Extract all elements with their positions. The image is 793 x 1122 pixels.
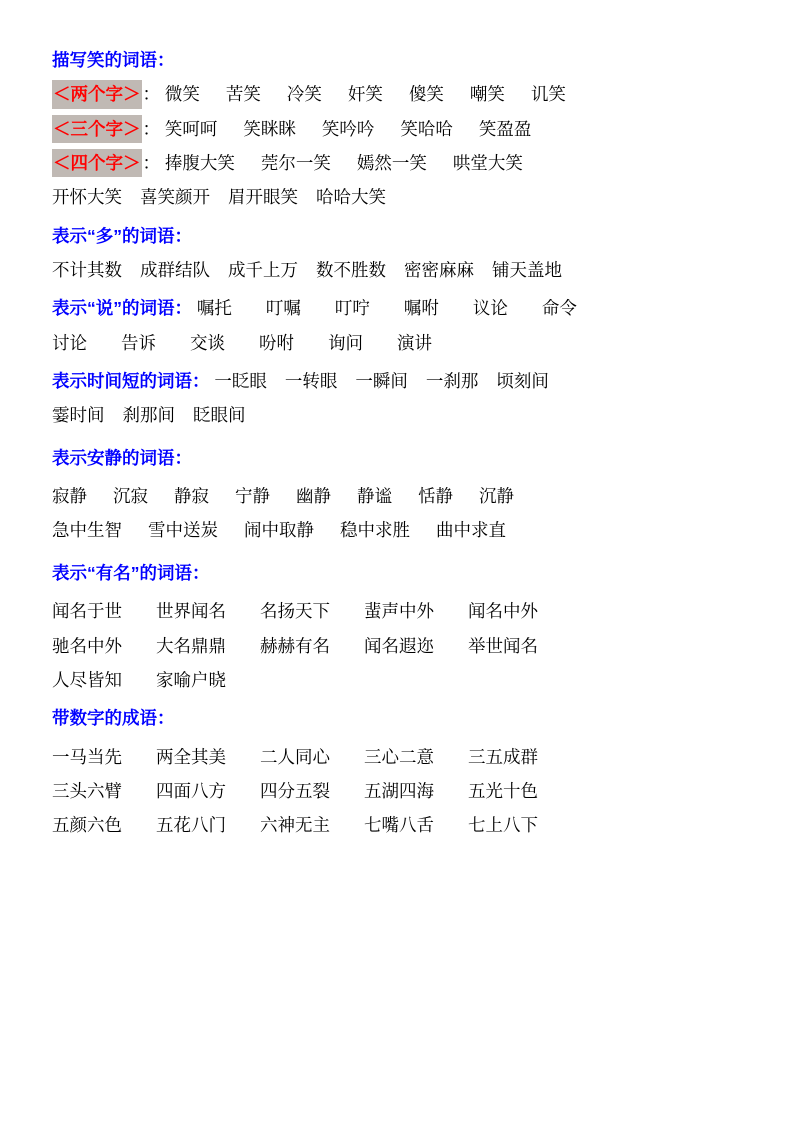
word-row <box>52 666 741 694</box>
word: 不计其数 <box>52 260 122 281</box>
word-list <box>52 187 386 207</box>
word: 三头六臂 <box>52 780 122 801</box>
word: 捧腹大笑 <box>164 153 235 174</box>
word: 三心二意 <box>364 746 434 767</box>
word: 稳中求胜 <box>340 520 410 541</box>
word-row <box>52 329 741 357</box>
word: 一马当先 <box>52 746 122 767</box>
word: 闻名于世 <box>52 601 122 622</box>
word: 五光十色 <box>468 780 538 801</box>
word: 嘱咐 <box>403 298 439 319</box>
word: 七嘴八舌 <box>364 815 434 836</box>
word-list <box>210 371 549 391</box>
word: 莞尔一笑 <box>260 153 331 174</box>
word: 名扬天下 <box>260 601 330 622</box>
word-row <box>52 80 741 108</box>
word: 举世闻名 <box>468 635 538 656</box>
word-row <box>52 401 741 429</box>
word: 议论 <box>472 298 508 319</box>
word: 一瞬间 <box>355 371 408 392</box>
section-say <box>52 294 741 357</box>
word-list <box>192 298 577 318</box>
word: 闻名中外 <box>468 601 538 622</box>
word: 沉静 <box>479 486 514 507</box>
word: 讨论 <box>52 332 87 353</box>
word: 嫣然一笑 <box>356 153 427 174</box>
section-smile <box>52 46 741 212</box>
word: 铺天盖地 <box>492 260 562 281</box>
word: 六神无主 <box>260 815 330 836</box>
label-three-characters: ＜三个字＞ <box>52 115 142 143</box>
word-row <box>52 149 741 177</box>
word: 奸笑 <box>347 84 383 105</box>
word-row <box>52 632 741 660</box>
word-list <box>160 119 531 139</box>
word: 成群结队 <box>140 260 210 281</box>
word: 七上八下 <box>468 815 538 836</box>
word: 雪中送炭 <box>148 520 218 541</box>
word: 冷笑 <box>286 84 322 105</box>
word-list <box>52 781 538 801</box>
word: 静谧 <box>357 486 392 507</box>
word: 顷刻间 <box>496 371 549 392</box>
word: 密密麻麻 <box>404 260 474 281</box>
word-row <box>52 183 741 211</box>
word-row <box>52 597 741 625</box>
word: 嘱托 <box>196 298 232 319</box>
word-row <box>52 115 741 143</box>
word: 霎时间 <box>52 405 105 426</box>
word-list <box>52 486 514 506</box>
word: 驰名中外 <box>52 635 122 656</box>
word: 吩咐 <box>259 332 294 353</box>
word: 寂静 <box>52 486 87 507</box>
word: 两全其美 <box>156 746 226 767</box>
word: 叮嘱 <box>265 298 301 319</box>
word: 演讲 <box>397 332 432 353</box>
word-row <box>52 482 741 510</box>
word: 傻笑 <box>408 84 444 105</box>
word: 幽静 <box>296 486 331 507</box>
word-row <box>52 743 741 771</box>
section-heading: 表示时间短的词语： <box>52 371 210 392</box>
word-list <box>52 815 538 835</box>
section-heading: 表示“多”的词语： <box>52 225 192 246</box>
label-four-characters: ＜四个字＞ <box>52 149 142 177</box>
word: 交谈 <box>190 332 225 353</box>
word: 二人同心 <box>260 746 330 767</box>
word: 闻名遐迩 <box>364 635 434 656</box>
word: 成千上万 <box>228 260 298 281</box>
word: 一刹那 <box>425 371 479 392</box>
section-heading: 带数字的成语： <box>52 708 175 729</box>
word: 五湖四海 <box>364 780 434 801</box>
word: 微笑 <box>164 84 200 105</box>
word: 四分五裂 <box>260 780 330 801</box>
word: 笑盈盈 <box>478 118 532 139</box>
word-list <box>160 153 523 173</box>
word-row <box>52 516 741 544</box>
word: 命令 <box>541 298 577 319</box>
section-many <box>52 222 741 285</box>
word: 一转眼 <box>284 371 338 392</box>
word: 曲中求直 <box>436 520 506 541</box>
section-numbers <box>52 704 741 839</box>
section-heading: 表示“说”的词语： <box>52 298 192 319</box>
word: 大名鼎鼎 <box>156 635 226 656</box>
separator: ： <box>142 153 160 174</box>
word-row <box>52 777 741 805</box>
word: 嘲笑 <box>469 84 505 105</box>
section-heading-row <box>52 367 741 395</box>
word: 叮咛 <box>334 298 370 319</box>
word: 静寂 <box>174 486 209 507</box>
word: 笑眯眯 <box>243 118 296 139</box>
separator: ： <box>142 84 160 105</box>
word: 沉寂 <box>113 486 148 507</box>
word: 询问 <box>328 332 363 353</box>
word-list <box>52 260 562 280</box>
word: 蜚声中外 <box>364 601 434 622</box>
word: 眉开眼笑 <box>228 187 298 208</box>
word-list <box>52 520 506 540</box>
word-row <box>52 256 741 284</box>
section-short-time <box>52 367 741 430</box>
word: 告诉 <box>121 332 156 353</box>
word: 刹那间 <box>122 405 175 426</box>
section-quiet <box>52 444 741 545</box>
section-heading-row <box>52 294 741 322</box>
word: 四面八方 <box>156 780 226 801</box>
word-list <box>52 601 538 621</box>
section-famous <box>52 559 741 694</box>
section-heading: 表示安静的词语： <box>52 447 192 468</box>
word: 三五成群 <box>468 746 538 767</box>
word-list <box>52 636 538 656</box>
word-row <box>52 811 741 839</box>
section-heading: 表示“有名”的词语： <box>52 562 210 583</box>
word-list <box>52 747 538 767</box>
word: 五颜六色 <box>52 815 122 836</box>
word: 人尽皆知 <box>52 669 122 690</box>
word-list <box>52 333 432 353</box>
word: 一眨眼 <box>214 371 267 392</box>
word: 喜笑颜开 <box>140 187 210 208</box>
word: 宁静 <box>235 486 270 507</box>
word: 恬静 <box>418 486 453 507</box>
word: 开怀大笑 <box>52 187 122 208</box>
word: 笑呵呵 <box>164 118 218 139</box>
word: 眨眼间 <box>193 405 246 426</box>
word: 笑吟吟 <box>321 118 375 139</box>
word-list <box>52 670 226 690</box>
word: 急中生智 <box>52 520 122 541</box>
word: 笑哈哈 <box>400 118 453 139</box>
word-list <box>52 405 246 425</box>
word: 世界闻名 <box>156 601 226 622</box>
word: 赫赫有名 <box>260 635 330 656</box>
word: 哈哈大笑 <box>316 187 386 208</box>
word: 苦笑 <box>225 84 261 105</box>
word: 数不胜数 <box>316 260 386 281</box>
word-list <box>160 84 566 104</box>
word: 闹中取静 <box>244 520 314 541</box>
word: 哄堂大笑 <box>452 153 523 174</box>
word: 五花八门 <box>156 815 226 836</box>
section-heading: 描写笑的词语： <box>52 50 175 70</box>
separator: ： <box>142 118 160 139</box>
word: 家喻户晓 <box>156 669 226 690</box>
label-two-characters: ＜两个字＞ <box>52 80 142 108</box>
word: 讥笑 <box>530 84 566 105</box>
